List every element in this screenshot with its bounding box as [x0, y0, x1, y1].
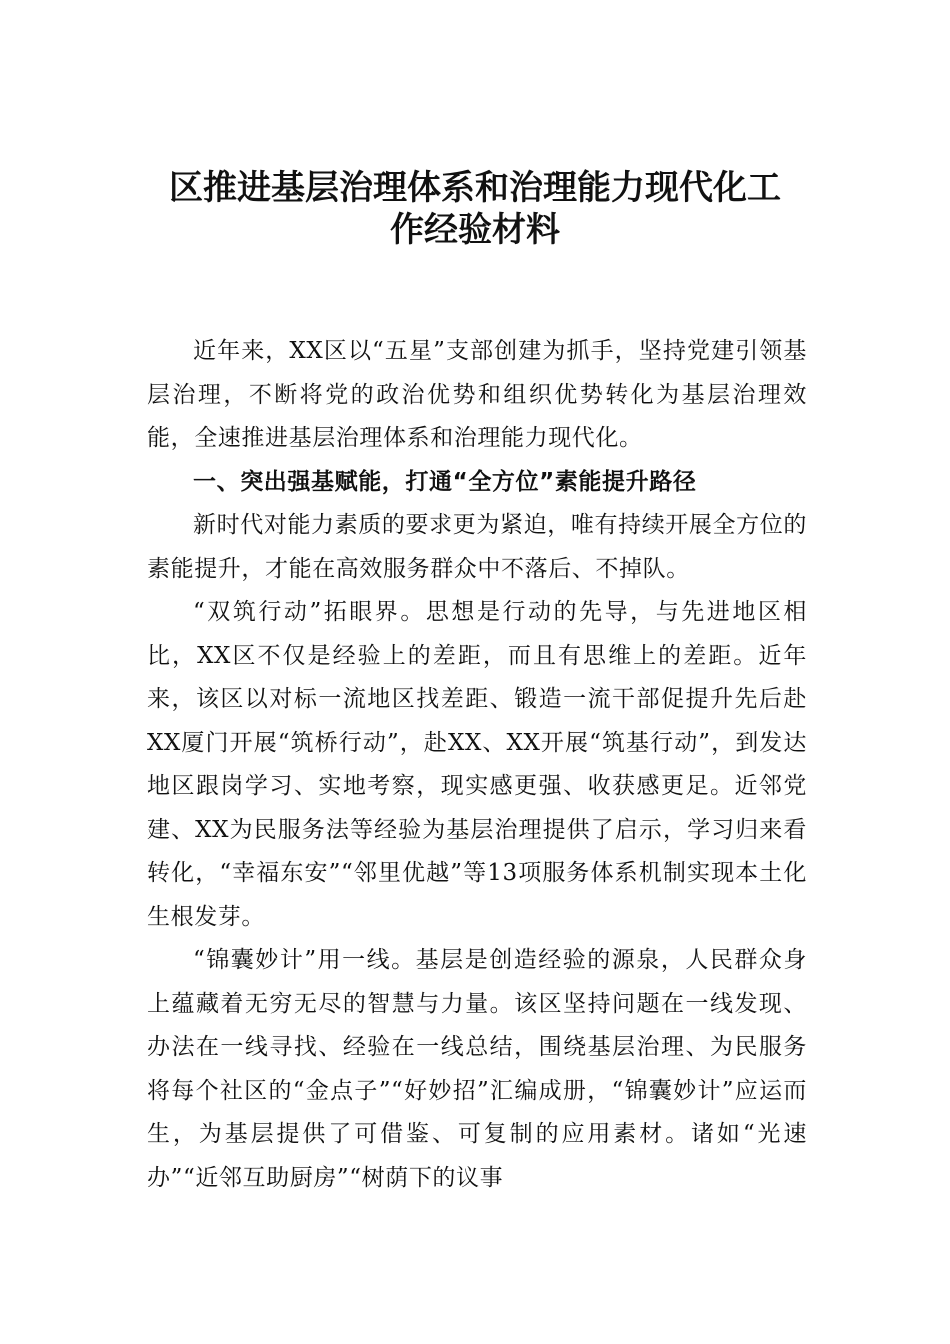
document-title-line-1: 区推进基层治理体系和治理能力现代化工 — [169, 168, 781, 208]
section-1-paragraph-3: “锦囊妙计”用一线。基层是创造经验的源泉，人民群众身上蕴藏着无穷无尽的智慧与力量。该区坚持问题在一线发现、办法在一线寻找、经验在一线总结，围绕基层治理、为民服务将每个社区的“金点子”“好妙招”汇编成册，“锦囊妙计”应运而生，为基层提供了可借鉴、可复制的应用素材。诸如“光速办”“近邻互助厨房”“树荫下的议事 — [147, 947, 807, 1191]
intro-paragraph: 近年来，XX区以“五星”支部创建为抓手，坚持党建引领基层治理，不断将党的政治优势和组织优势转化为基层治理效能，全速推进基层治理体系和治理能力现代化。 — [147, 338, 807, 451]
section-1-paragraph-1: 新时代对能力素质的要求更为紧迫，唯有持续开展全方位的素能提升，才能在高效服务群众中不落后、不掉队。 — [147, 512, 807, 582]
section-1-paragraph-2: “双筑行动”拓眼界。思想是行动的先导，与先进地区相比，XX区不仅是经验上的差距，而且有思维上的差距。近年来，该区以对标一流地区找差距、锻造一流干部促提升先后赴XX厦门开展“筑桥行动”，赴XX、XX开展“筑基行动”，到发达地区跟岗学习、实地考察，现实感更强、收获感更足。近邻党建、XX为民服务法等经验为基层治理提供了启示，学习归来看转化，“幸福东安”“邻里优越”等13项服务体系机制实现本土化生根发芽。 — [147, 599, 807, 930]
document-title-line-2: 作经验材料 — [390, 210, 560, 250]
document-body — [147, 330, 807, 1200]
section-1-heading: 一、突出强基赋能，打通“全方位”素能提升路径 — [193, 468, 697, 495]
